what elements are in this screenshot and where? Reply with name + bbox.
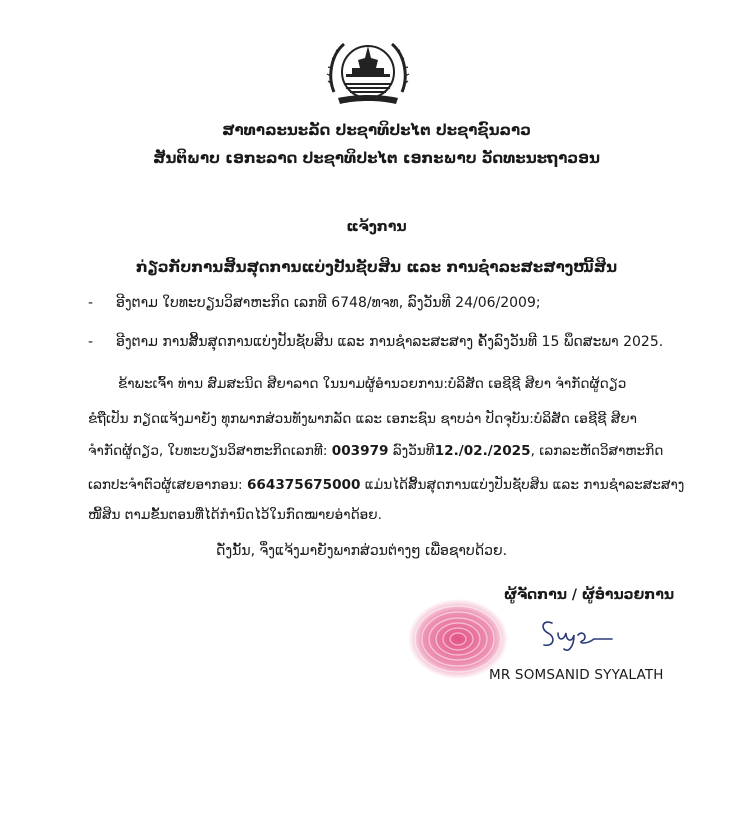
reference-item <box>88 295 688 311</box>
national-motto: ສັນຕິພາບ ເອກະລາດ ປະຊາທິປະໄຕ ເອກະພາບ ວັດທະນະຖາວອນ <box>153 149 600 167</box>
lao-national-emblem-icon <box>326 34 410 106</box>
registration-date: 12./02./2025 <box>434 443 531 459</box>
reference-item <box>88 334 688 350</box>
body-text: ເລກປະຈຳຕົວຜູ້ເສຍອາກອນ: <box>88 477 247 493</box>
registration-number: 003979 <box>331 443 389 459</box>
reference-text: ອີງຕາມ ໃບທະບຽນວິສາຫະກິດ ເລກທີ 6748/ທຈທ, ລົງວັນທີ 24/06/2009; <box>116 295 541 311</box>
handwritten-signature <box>538 613 614 657</box>
document-subtitle: ກ່ຽວກັບການສິ້ນສຸດການແບ່ງປັນຊັບສິນ ແລະ ການຊຳລະສະສາງໜີ້ສິນ <box>135 258 618 276</box>
body-text: ຈຳກັດຜູ້ດຽວ, ໃບທະບຽນວິສາຫະກິດເລກທີ: <box>88 443 332 459</box>
body-line-5: ໜີ້ສິນ ຕາມຂັ້ນຕອນທີ່ໄດ້ກຳນົດໄວ້ໃນກົດໝາຍອ່າດ້ອຍ. <box>88 507 382 523</box>
closing-statement: ດັ່ງນັ້ນ, ຈຶ່ງແຈ້ງມາຍັງພາກສ່ວນຕ່າງໆ ເພື່ອຊາບດ້ວຍ. <box>216 543 508 559</box>
body-line-1: ຂ້າພະເຈົ້າ ທ່ານ ສົມສະນິດ ສີຍາລາດ ໃນນາມຜູ້ອຳນວຍການ:ບໍລິສັດ ເອຊີຊີ ສີຍາ ຈຳກັດຜູ້ດຽວ <box>118 376 627 392</box>
bullet-dash: - <box>88 334 94 350</box>
body-line-2: ຂໍຖືເປັນ ກຽດແຈ້ງມາຍັງ ທຸກພາກສ່ວນທັງພາກລັດ ແລະ ເອກະຊົນ ຊາບວ່າ ປັດຈຸບັນ:ບໍລິສັດ ເອຊີຊີ ສີຍາ <box>88 411 637 427</box>
country-name-header: ສາທາລະນະລັດ ປະຊາທິປະໄຕ ປະຊາຊົນລາວ <box>222 121 531 139</box>
body-line-4 <box>88 477 684 493</box>
document-title: ແຈ້ງການ <box>346 219 407 235</box>
bullet-dash: - <box>88 295 94 311</box>
tax-id: 664375675000 <box>246 477 361 493</box>
signatory-title: ຜູ້ຈັດການ / ຜູ້ອຳນວຍການ <box>504 587 675 603</box>
body-text: ລົງວັນທີ <box>388 443 435 459</box>
body-line-3 <box>88 443 663 459</box>
body-text: ແມ່ນໄດ້ສິ້ນສຸດການແບ່ງປັນຊັບສິນ ແລະ ການຊຳລະສະສາງ <box>360 477 685 493</box>
body-text: , ເລກລະຫັດວິສາຫະກິດ <box>530 443 664 459</box>
signatory-name: MR SOMSANID SYYALATH <box>489 667 664 683</box>
reference-text: ອີງຕາມ ການສິ້ນສຸດການແບ່ງປັນຊັບສິນ ແລະ ການຊຳລະສະສາງ ຄັ້ງລົງວັນທີ 15 ພຶດສະພາ 2025. <box>116 334 664 350</box>
